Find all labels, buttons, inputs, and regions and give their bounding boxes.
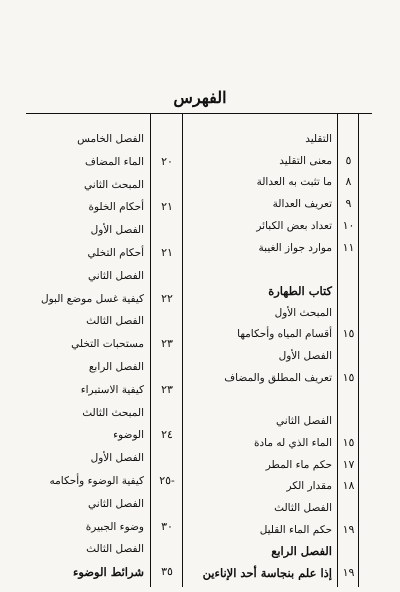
entry-title: كيفية الوضوء وأحكامه <box>49 475 144 487</box>
entry-title: كيفية غسل موضع البول <box>41 292 144 305</box>
entry-page-number: ٣٥ <box>161 565 173 579</box>
index-entry <box>0 174 400 196</box>
entry-title: ما تثبت به العدالة <box>256 176 332 189</box>
index-entry <box>0 265 400 287</box>
index-entry <box>0 196 400 218</box>
entry-title: الفصل الثاني <box>276 415 332 428</box>
entry-title: الفصل الأول <box>90 452 144 465</box>
entry-title: وضوء الجبيرة <box>85 520 144 533</box>
entry-page-number: ٩ <box>345 197 352 211</box>
entry-title: الفصل الثالث <box>86 543 144 556</box>
entry-page-number: ١٧ <box>342 457 355 471</box>
index-entry <box>0 447 400 469</box>
index-entry <box>0 242 400 264</box>
entry-page-number: ١٥ <box>342 327 355 341</box>
index-entry <box>0 288 400 310</box>
entry-title: الفصل الرابع <box>88 361 144 373</box>
entry-page-number: ٨ <box>345 175 352 189</box>
entry-page-number: ١٠ <box>342 218 355 232</box>
index-entry <box>0 538 400 560</box>
page-title: الفهرس <box>173 88 227 107</box>
index-entry <box>0 356 400 378</box>
index-entry <box>0 516 400 538</box>
entry-title: الفصل الخامس <box>77 133 144 145</box>
entry-page-number: ١٩ <box>342 566 355 579</box>
entry-page-number: ٢٥- <box>159 474 175 487</box>
entry-title: شرائط الوضوء <box>72 565 144 580</box>
entry-page-number: ٢٣ <box>161 337 173 351</box>
index-entry <box>0 561 400 583</box>
entry-page-number: ٢١ <box>161 246 173 259</box>
entry-page-number: ٢٢ <box>161 291 173 305</box>
index-entry <box>0 470 400 492</box>
entry-page-number: ٢١ <box>161 200 173 214</box>
entry-title: الفصل الثاني <box>88 269 144 282</box>
index-entry <box>0 333 400 355</box>
entry-title: حكم الماء القليل <box>259 523 332 536</box>
index-entry <box>0 424 400 446</box>
entry-page-number: ٢٠ <box>161 154 173 168</box>
entry-title: تعريف المطلق والمضاف <box>224 371 332 384</box>
entry-title: التقليد <box>305 133 332 145</box>
entry-title: الفصل الثالث <box>86 315 144 328</box>
entry-title: الماء المضاف <box>84 155 144 168</box>
entry-title: أقسام المياه وأحكامها <box>237 328 332 341</box>
entry-title: أحكام التخلي <box>87 247 144 259</box>
entry-title: تعداد بعض الكبائر <box>256 219 332 232</box>
entry-page-number: ٥ <box>345 153 352 167</box>
entry-title: الفصل الثالث <box>274 501 332 514</box>
entry-page-number: ١٩ <box>342 522 355 536</box>
index-entry <box>0 219 400 241</box>
index-entry <box>0 128 400 150</box>
title-rule <box>26 113 372 114</box>
index-entry <box>0 402 400 424</box>
entry-page-number: ٣٠ <box>161 519 173 533</box>
entry-page-number: ١٥ <box>342 370 355 384</box>
entry-title: أحكام الخلوة <box>88 201 144 214</box>
entry-title: حكم ماء المطر <box>265 458 332 471</box>
entry-page-number: ١١ <box>342 240 355 254</box>
entry-title: المبحث الأول <box>274 306 332 319</box>
index-entry <box>0 493 400 515</box>
entry-title: الماء الذي له مادة <box>253 436 332 449</box>
entry-title: إذا علم بنجاسة أحد الإناءين <box>202 566 332 580</box>
entry-title: كتاب الطهارة <box>268 283 332 298</box>
entry-title: المبحث الثاني <box>84 178 144 191</box>
entry-page-number: ٢٤ <box>161 428 173 442</box>
entry-title: الفصل الثاني <box>88 497 144 510</box>
entry-title: الفصل الأول <box>278 350 332 362</box>
entry-title: موارد جواز الغيبة <box>258 241 332 254</box>
entry-title: المبحث الثالث <box>82 406 144 419</box>
entry-title: مستحبات التخلي <box>71 338 144 351</box>
entry-title: الفصل الأول <box>90 224 144 237</box>
entry-title: الوضوء <box>113 429 144 442</box>
index-entry <box>0 379 400 401</box>
index-entry <box>0 310 400 332</box>
entry-title: مقدار الكر <box>286 480 332 493</box>
entry-title: معنى التقليد <box>279 154 332 167</box>
entry-page-number: ٢٣ <box>161 382 173 396</box>
index-entry <box>0 151 400 173</box>
entry-page-number: ١٨ <box>342 479 355 493</box>
entry-title: تعريف العدالة <box>272 198 332 211</box>
entry-page-number: ١٥ <box>342 435 355 449</box>
entry-title: كيفية الاستبراء <box>80 383 144 396</box>
entry-title: الفصل الرابع <box>271 544 332 559</box>
